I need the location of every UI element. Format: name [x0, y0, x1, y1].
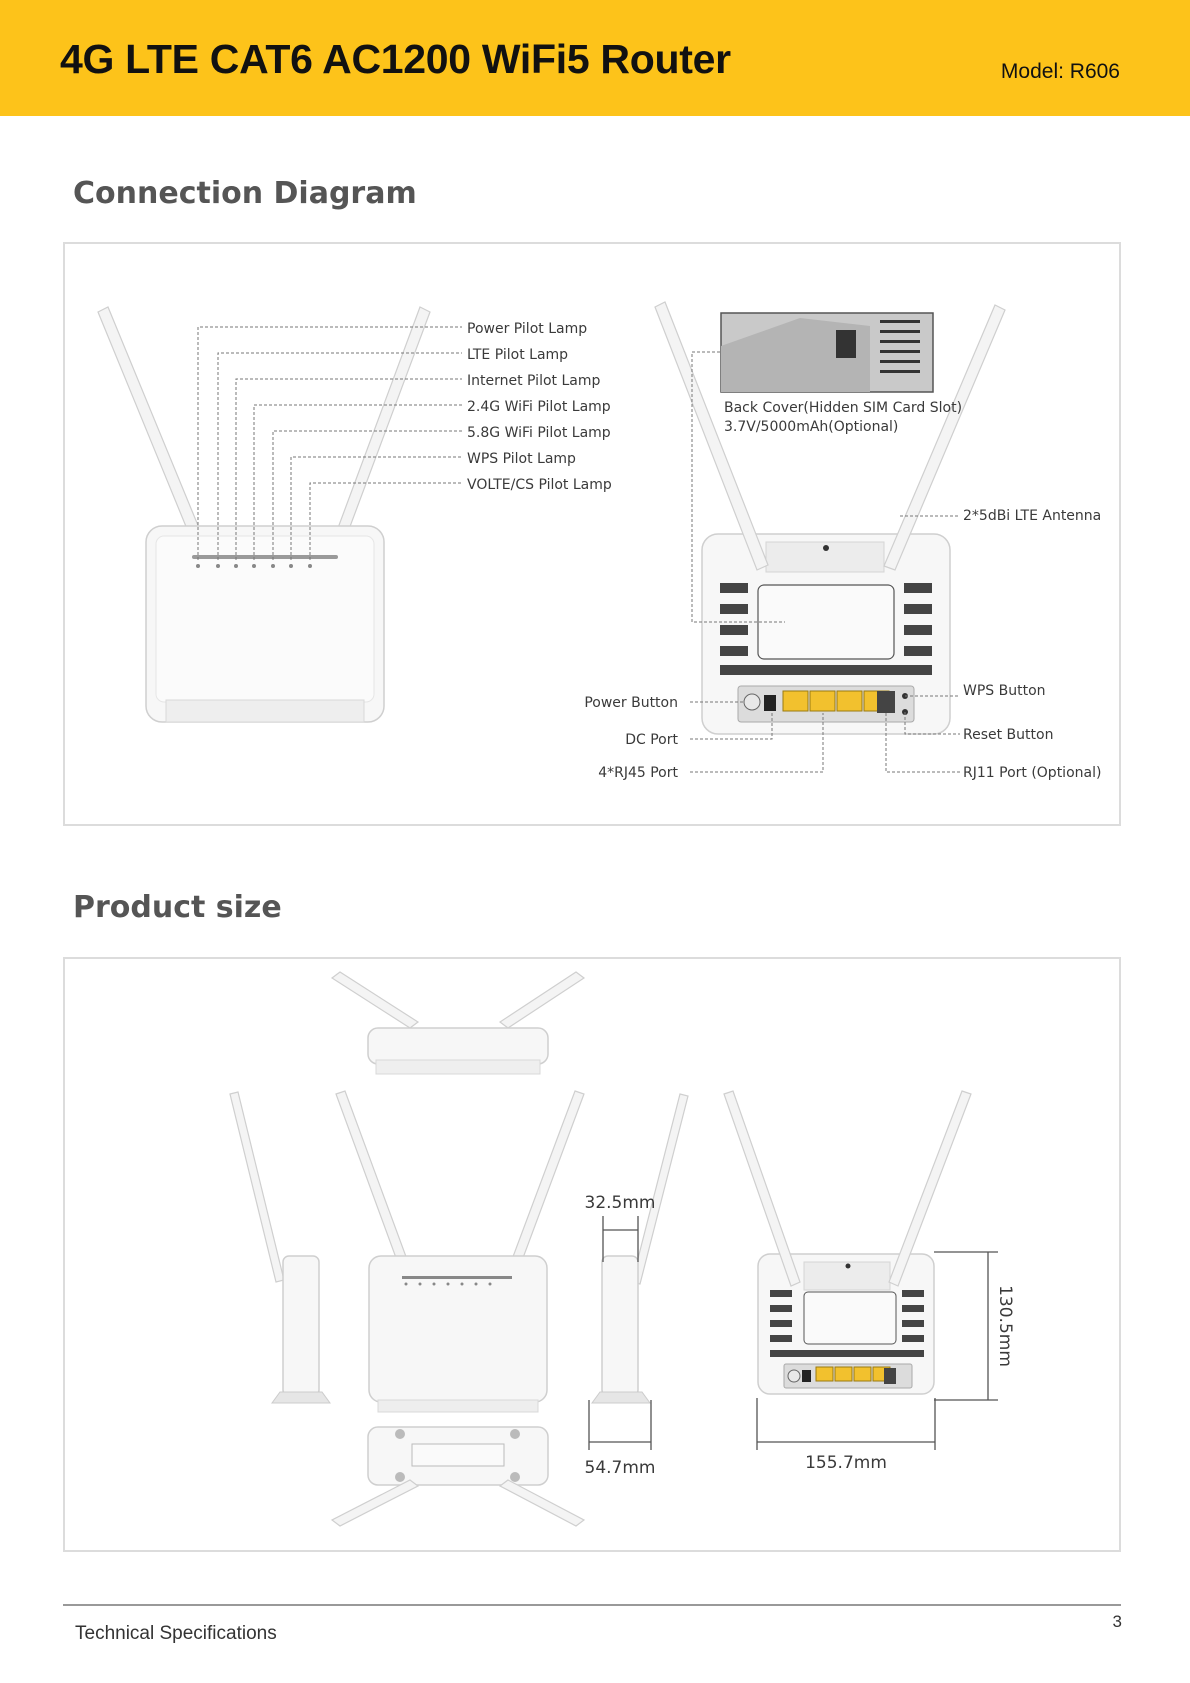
callout-rj11-port: RJ11 Port (Optional)	[963, 765, 1102, 781]
left-side-view-illustration	[230, 1092, 330, 1403]
height-dimension-label: 130.5mm	[995, 1285, 1015, 1367]
depth-dimension-label: 54.7mm	[584, 1458, 656, 1478]
callout-wps-button: WPS Button	[963, 683, 1046, 699]
width-dimension-label: 155.7mm	[805, 1453, 887, 1473]
callout-lte-pilot-lamp: LTE Pilot Lamp	[467, 347, 569, 363]
back-view-illustration	[724, 1091, 971, 1394]
callout-internet-pilot-lamp: Internet Pilot Lamp	[467, 373, 601, 389]
connection-diagram-heading: Connection Diagram	[73, 176, 417, 211]
depth-dimension-line	[589, 1400, 651, 1450]
model-number: Model: R606	[1000, 60, 1120, 83]
thickness-dimension-label: 32.5mm	[584, 1193, 656, 1213]
document-title: 4G LTE CAT6 AC1200 WiFi5 Router	[60, 36, 731, 82]
callout-rj45-port: 4*RJ45 Port	[598, 765, 678, 781]
callout-back-cover: Back Cover(Hidden SIM Card Slot)	[724, 400, 963, 416]
callout-24g-wifi-pilot-lamp: 2.4G WiFi Pilot Lamp	[467, 399, 611, 415]
callout-lte-antenna: 2*5dBi LTE Antenna	[963, 508, 1102, 524]
footer-divider	[63, 1604, 1121, 1606]
callout-volte-cs-pilot-lamp: VOLTE/CS Pilot Lamp	[467, 477, 612, 493]
callout-wps-pilot-lamp: WPS Pilot Lamp	[467, 451, 576, 467]
product-size-heading: Product size	[73, 890, 282, 925]
right-side-view-illustration	[592, 1094, 688, 1403]
callout-dc-port: DC Port	[625, 732, 678, 748]
height-dimension-line	[934, 1252, 998, 1400]
front-view-illustration	[336, 1091, 584, 1412]
footer-label: Technical Specifications	[75, 1623, 277, 1644]
callout-battery: 3.7V/5000mAh(Optional)	[724, 419, 899, 435]
thickness-dimension-line	[603, 1216, 638, 1262]
page-number: 3	[1112, 1612, 1122, 1631]
width-dimension-line	[757, 1398, 935, 1450]
callout-power-pilot-lamp: Power Pilot Lamp	[467, 321, 588, 337]
top-view-illustration	[332, 972, 584, 1074]
callout-reset-button: Reset Button	[963, 727, 1054, 743]
callout-power-button: Power Button	[584, 695, 678, 711]
bottom-view-illustration	[332, 1427, 584, 1526]
callout-58g-wifi-pilot-lamp: 5.8G WiFi Pilot Lamp	[467, 425, 611, 441]
